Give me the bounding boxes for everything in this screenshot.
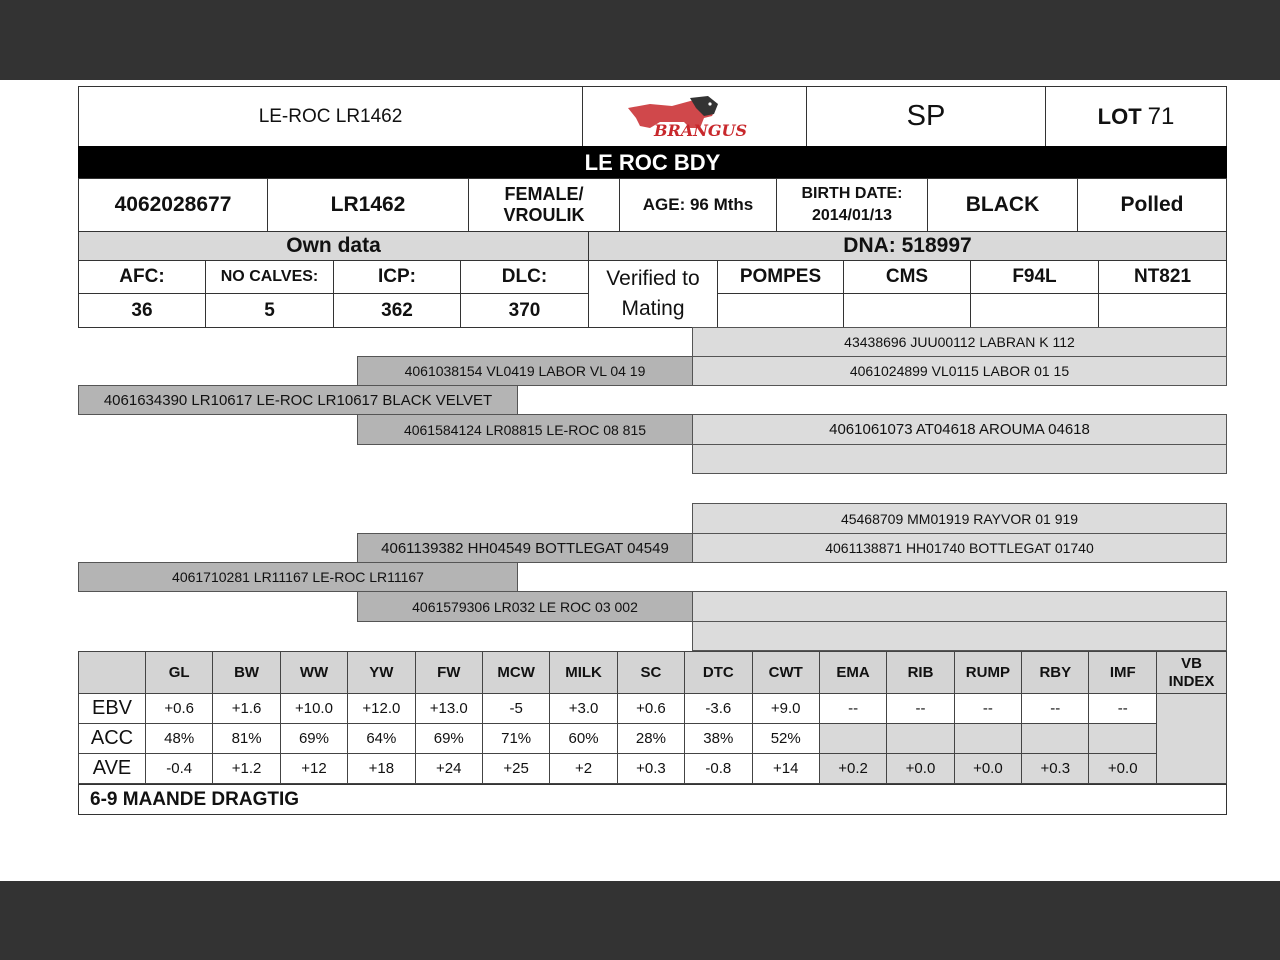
ebv-row-label: ACC	[79, 724, 146, 754]
dna-title: DNA: 518997	[588, 231, 1227, 261]
ebv-row-ave	[79, 754, 1227, 784]
pedigree-sd: 4061584124 LR08815 LE-ROC 08 815	[357, 414, 693, 445]
sex-line1: FEMALE/	[504, 184, 584, 205]
dna-test-f94l: F94L	[970, 260, 1099, 294]
cattle-logo-icon	[620, 94, 770, 140]
vb-index-value	[1157, 694, 1227, 784]
ebv-cell: 69%	[280, 724, 347, 754]
pedigree-sds: 4061061073 AT04618 AROUMA 04618	[692, 414, 1227, 445]
lot-box	[1045, 86, 1227, 147]
ebv-column-header: SC	[617, 652, 684, 694]
ebv-cell: +0.3	[617, 754, 684, 784]
vb-index-header	[1157, 652, 1227, 694]
brangus-logo	[582, 86, 807, 147]
ebv-cell: +25	[482, 754, 549, 784]
ebv-column-header: CWT	[752, 652, 819, 694]
ebv-cell: +0.2	[819, 754, 886, 784]
ebv-cell: --	[887, 694, 954, 724]
pedigree-dsd: 4061138871 HH01740 BOTTLEGAT 01740	[692, 533, 1227, 563]
ebv-cell: +13.0	[415, 694, 482, 724]
dna-result-f94l	[970, 293, 1099, 328]
ebv-column-header: DTC	[685, 652, 752, 694]
ebv-cell: 71%	[482, 724, 549, 754]
pedigree-dss: 45468709 MM01919 RAYVOR 01 919	[692, 503, 1227, 534]
ebv-column-header: RIB	[887, 652, 954, 694]
ebv-cell: -0.8	[685, 754, 752, 784]
ebv-cell: +12.0	[348, 694, 415, 724]
ebv-cell: 69%	[415, 724, 482, 754]
ebv-column-header: WW	[280, 652, 347, 694]
ebv-cell: +14	[752, 754, 819, 784]
ebv-cell: +1.2	[213, 754, 280, 784]
ebv-column-header: GL	[146, 652, 213, 694]
ebv-row-ebv	[79, 694, 1227, 724]
ebv-column-header: FW	[415, 652, 482, 694]
vb-index-line2: INDEX	[1168, 672, 1215, 690]
lot-number: 71	[1147, 102, 1175, 130]
no-calves-value: 5	[205, 293, 334, 328]
ebv-column-header: MILK	[550, 652, 617, 694]
ebv-cell: 28%	[617, 724, 684, 754]
animal-id: LR1462	[267, 178, 469, 232]
ebv-column-header: MCW	[482, 652, 549, 694]
ebv-cell: --	[819, 694, 886, 724]
ebv-cell: +1.6	[213, 694, 280, 724]
ebv-cell: +0.0	[954, 754, 1021, 784]
animal-name: LE-ROC LR1462	[78, 86, 583, 147]
dna-verified	[588, 260, 718, 328]
pedigree-sss: 43438696 JUU00112 LABRAN K 112	[692, 327, 1227, 357]
ebv-cell: +3.0	[550, 694, 617, 724]
ebv-cell: +0.6	[146, 694, 213, 724]
sex-line2: VROULIK	[503, 205, 585, 225]
dna-test-pompes: POMPES	[717, 260, 844, 294]
ebv-cell: 64%	[348, 724, 415, 754]
ebv-cell: +24	[415, 754, 482, 784]
ebv-cell: +2	[550, 754, 617, 784]
pedigree-ss: 4061038154 VL0419 LABOR VL 04 19	[357, 356, 693, 386]
icp-value: 362	[333, 293, 461, 328]
afc-label: AFC:	[78, 260, 206, 294]
ebv-cell: --	[1022, 694, 1089, 724]
ebv-row-label: AVE	[79, 754, 146, 784]
ebv-cell: +10.0	[280, 694, 347, 724]
dna-test-nt821: NT821	[1098, 260, 1227, 294]
verified-line1: Verified to	[606, 266, 700, 290]
ebv-cell: +0.0	[887, 754, 954, 784]
pedigree-sdd	[692, 444, 1227, 474]
ebv-row-acc	[79, 724, 1227, 754]
verified-line2: Mating	[621, 297, 685, 320]
type-code: SP	[806, 86, 1046, 147]
ebv-cell	[1022, 724, 1089, 754]
dlc-label: DLC:	[460, 260, 589, 294]
sex	[468, 178, 620, 232]
ebv-cell: --	[1089, 694, 1157, 724]
ebv-cell: 60%	[550, 724, 617, 754]
ebv-column-header: RUMP	[954, 652, 1021, 694]
dlc-value: 370	[460, 293, 589, 328]
own-data-title: Own data	[78, 231, 589, 261]
dna-result-cms	[843, 293, 971, 328]
ebv-cell: 81%	[213, 724, 280, 754]
ebv-cell: +0.0	[1089, 754, 1157, 784]
pedigree-ssd: 4061024899 VL0115 LABOR 01 15	[692, 356, 1227, 386]
ebv-cell: +9.0	[752, 694, 819, 724]
ebv-table	[78, 651, 1227, 784]
pedigree-ddd	[692, 621, 1227, 651]
pregnancy-note: 6-9 MAANDE DRAGTIG	[78, 784, 1227, 815]
pedigree-dds	[692, 591, 1227, 622]
lot-label: LOT	[1097, 103, 1142, 129]
ebv-cell: -5	[482, 694, 549, 724]
ebv-column-header: EMA	[819, 652, 886, 694]
ebv-cell	[887, 724, 954, 754]
dna-result-nt821	[1098, 293, 1227, 328]
ebv-cell: +12	[280, 754, 347, 784]
ebv-cell: --	[954, 694, 1021, 724]
no-calves-label: NO CALVES:	[205, 260, 334, 294]
afc-value: 36	[78, 293, 206, 328]
ebv-cell: -3.6	[685, 694, 752, 724]
vb-index-line1: VB	[1181, 654, 1202, 672]
ebv-cell: +0.3	[1022, 754, 1089, 784]
ebv-cell	[819, 724, 886, 754]
animal-title: LE ROC BDY	[78, 146, 1227, 179]
pedigree-ds: 4061139382 HH04549 BOTTLEGAT 04549	[357, 533, 693, 563]
age: AGE: 96 Mths	[619, 178, 777, 232]
ebv-cell: +0.6	[617, 694, 684, 724]
lot-card	[0, 80, 1280, 881]
colour: BLACK	[927, 178, 1078, 232]
ebv-cell	[1089, 724, 1157, 754]
ebv-corner-cell	[79, 652, 146, 694]
birth-date-value: 2014/01/13	[811, 206, 893, 224]
registration-number: 4062028677	[78, 178, 268, 232]
pedigree-dd: 4061579306 LR032 LE ROC 03 002	[357, 591, 693, 622]
ebv-column-header: YW	[348, 652, 415, 694]
ebv-cell: 48%	[146, 724, 213, 754]
horn-status: Polled	[1077, 178, 1227, 232]
ebv-header-row	[79, 652, 1227, 694]
ebv-column-header: RBY	[1022, 652, 1089, 694]
pedigree-dam: 4061710281 LR11167 LE-ROC LR11167	[78, 562, 518, 592]
ebv-cell: 38%	[685, 724, 752, 754]
dna-test-cms: CMS	[843, 260, 971, 294]
ebv-column-header: BW	[213, 652, 280, 694]
ebv-cell: +18	[348, 754, 415, 784]
ebv-row-label: EBV	[79, 694, 146, 724]
ebv-cell: 52%	[752, 724, 819, 754]
birth-date	[776, 178, 928, 232]
birth-date-label: BIRTH DATE:	[801, 185, 903, 203]
pedigree-sire: 4061634390 LR10617 LE-ROC LR10617 BLACK VELVET	[78, 385, 518, 415]
ebv-cell: -0.4	[146, 754, 213, 784]
ebv-column-header: IMF	[1089, 652, 1157, 694]
dna-result-pompes	[717, 293, 844, 328]
ebv-cell	[954, 724, 1021, 754]
icp-label: ICP:	[333, 260, 461, 294]
brand-logo-text: BRANGUS	[653, 120, 747, 140]
